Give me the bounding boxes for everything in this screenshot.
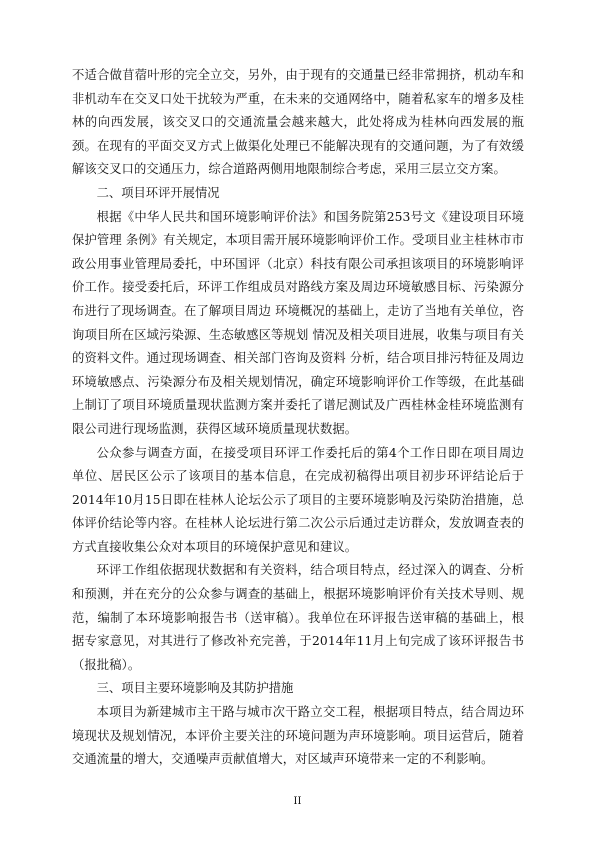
section-heading-eia-status: 二、项目环评开展情况: [96, 185, 220, 200]
page-number: II: [293, 796, 302, 807]
section-heading-main-impacts: 三、项目主要环境影响及其防护措施: [96, 681, 294, 696]
paragraph-eia-basis: 根据《中华人民共和国环境影响评价法》和国务院第253号文《建设项目环境保护管理 条例》有关规定，本项目需开展环境影响评价工作。受项目业主桂林市市政公用事业管理局委托，中环国评（北京）科技有限公司承担该项目的环境影响评价工作。接受委托后，环评工作组成员对路线方案及周边环境敏感目标、污染源分布进行了现场调查。在了解项目周边 环境概况的基础上，走访了当地有关单位，咨询项目所在区域污染源、生态敏感区等规划 情况及相关项目进展，收集与项目有关的资料文件。通过现场调查、相关部门咨询及资料 分析，结合项目排污特征及周边环境敏感点、污染源分布及相关规划情况，确定环境影响评价工作等级，在此基础上制订了项目环境质量现状监测方案并委托了谱尼测试及广西桂林金桂环境监测有限公司进行现场监测，获得区域环境质量现状数据。: [72, 209, 524, 436]
paragraph-intro-continuation: 不适合做苜蓿叶形的完全立交，另外，由于现有的交通量已经非常拥挤，机动车和非机动车在交叉口处干扰较为严重，在未来的交通网络中，随着私家车的增多及桂林的向西发展，该交叉口的交通流量会越来越大，此处将成为桂林向西发展的瓶颈。在现有的平面交叉方式上做渠化处理已不能解决现有的交通问题，为了有效缓解该交叉口的交通压力，综合道路两侧用地限制综合考虑，采用三层立交方案。: [72, 68, 524, 177]
paragraph-noise-impact: 本项目为新建城市主干路与城市次干路立交工程，根据项目特点，结合周边环境现状及规划情况，本评价主要关注的环境问题为声环境影响。项目运营后，随着交通流量的增大，交通噪声贡献值增大，对区域声环境带来一定的不利影响。: [72, 705, 524, 767]
paragraph-report-preparation: 环评工作组依据现状数据和有关资料，结合项目特点，经过深入的调查、分析和预测，并在充分的公众参与调查的基础上，根据环境影响评价有关技术导则、规范，编制了本环境影响报告书（送审稿）。我单位在环评报告送审稿的基础上，根据专家意见，对其进行了修改补充完善，于2014年11月上旬完成了该环评报告书（报批稿）。: [72, 563, 524, 672]
paragraph-public-participation: 公众参与调查方面，在接受项目环评工作委托后的第4个工作日即在项目周边单位、居民区公示了该项目的基本信息，在完成初稿得出项目初步环评结论后于2014年10月15日即在桂林人论坛公示了项目的主要环境影响及污染防治措施，总体评价结论等内容。在桂林人论坛进行第二次公示后通过走访群众，发放调查表的方式直接收集公众对本项目的环境保护意见和建议。: [72, 445, 524, 554]
document-body: [72, 64, 524, 772]
